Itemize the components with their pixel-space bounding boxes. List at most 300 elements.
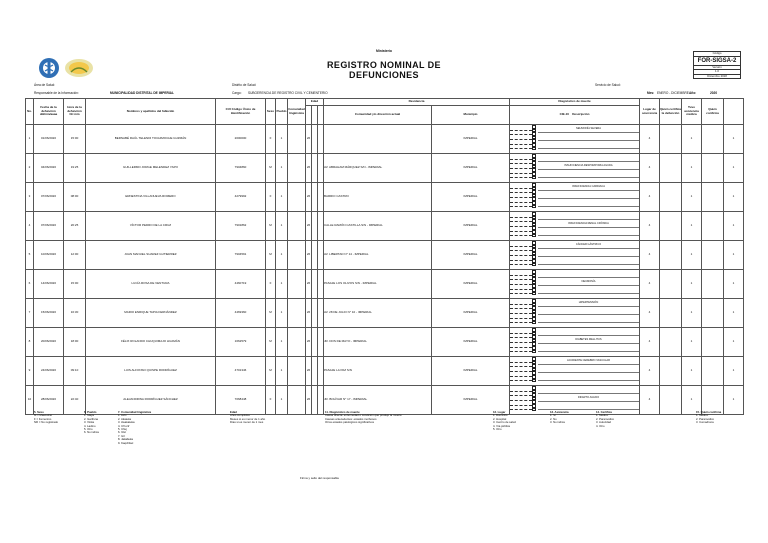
row-pueblo: 1 (276, 328, 288, 357)
row-time: 16:30 (64, 299, 86, 328)
cause-line (538, 315, 639, 323)
row-certified (660, 299, 682, 328)
legend-group (696, 411, 721, 425)
row-diagnosis (510, 212, 640, 241)
row-name: JUAN MANUEL SUAREZ GUTIERREZ (86, 241, 216, 270)
row-time: 19:25 (64, 154, 86, 183)
row-cause: CÁNCER GÁSTRICO (538, 241, 639, 249)
row-name: ALEJANDRINA RODRÍGUEZ SÁNCHEZ (86, 386, 216, 415)
legend-group (230, 411, 265, 425)
row-certified (660, 328, 682, 357)
cause-line (538, 133, 639, 141)
row-municipality: IMPERIAL (432, 125, 510, 154)
row-name: ERNESTINA VILLANUEVA ROMERO (86, 183, 216, 212)
col-confirms: Quién confirma (702, 99, 724, 125)
row-diagnosis (510, 328, 640, 357)
row-municipality: IMPERIAL (432, 212, 510, 241)
legend-group (493, 411, 516, 431)
row-sex: M (266, 154, 276, 183)
row-municipality: IMPERIAL (432, 328, 510, 357)
row-pueblo: 1 (276, 386, 288, 415)
row-community (288, 212, 306, 241)
legend-item: 1. Maya (84, 413, 94, 418)
row-pueblo: 1 (276, 357, 288, 386)
row-cui: 4460719 (216, 270, 266, 299)
row-no: 5 (26, 241, 34, 270)
row-certified (660, 241, 682, 270)
row-cause: INSUFICIENCIA CARDIACA (538, 183, 639, 191)
legend-item: 5. Otro (84, 427, 93, 432)
row-sex: M (266, 241, 276, 270)
row-no: 2 (26, 154, 34, 183)
legend-item: 1. Médico (596, 413, 609, 418)
row-sex: F (266, 386, 276, 415)
cause-checkbox[interactable] (532, 408, 536, 412)
col-no: No. (26, 99, 34, 125)
row-community (288, 183, 306, 212)
row-pueblo: 1 (276, 183, 288, 212)
legend-item: 3. No indica (550, 420, 565, 425)
legend-title: Edad (230, 410, 237, 414)
row-community (288, 328, 306, 357)
cause-checkbox[interactable] (532, 234, 536, 238)
cause-line (538, 386, 639, 394)
cargo-label: Cargo: (232, 91, 242, 95)
legend-title: 13. Asistencia (550, 410, 569, 414)
cause-line (538, 381, 639, 386)
row-place: 4 (640, 241, 660, 270)
cause-line (538, 212, 639, 220)
row-cause: HIPERTENSIÓN (538, 299, 639, 307)
cause-line (538, 323, 639, 328)
cause-line (538, 294, 639, 299)
row-confirms (702, 299, 724, 328)
cause-line (538, 236, 639, 241)
row-date: 01/06/2020 (34, 125, 64, 154)
row-time: 20:25 (64, 212, 86, 241)
row-date: 28/06/2020 (34, 386, 64, 415)
row-age: 26 (306, 241, 312, 270)
cause-line (538, 141, 639, 149)
cause-line (538, 365, 639, 373)
row-address: JR. BOLÍVAR N° 17 - IMPERIAL (324, 386, 432, 415)
row-age: 26 (306, 357, 312, 386)
row-pueblo: 1 (276, 241, 288, 270)
signature-label: Firma y sello del responsable (300, 476, 340, 480)
row-confirms (702, 212, 724, 241)
legend-group (550, 411, 569, 425)
cause-line (538, 257, 639, 265)
cause-line (538, 328, 639, 336)
row-time: 12:00 (64, 241, 86, 270)
row-certified (660, 125, 682, 154)
row-time: 09:10 (64, 357, 86, 386)
district-label: Distrito de Salud: (232, 83, 257, 87)
legend-item: Días si es menor de 1 mes (230, 420, 264, 425)
cause-line (538, 228, 639, 236)
cause-checkbox[interactable] (532, 350, 536, 354)
row-cui: 4701346 (216, 357, 266, 386)
row-extra: 1 (724, 212, 744, 241)
row-certified (660, 270, 682, 299)
row-no: 1 (26, 125, 34, 154)
row-name: BERNABÉ RAÚL TELENDI TOCHIMOCHE GUZMÁN (86, 125, 216, 154)
row-name: LUIS ALFONSO QUISPE RODRÍGUEZ (86, 357, 216, 386)
row-place: 4 (640, 212, 660, 241)
legend-group (34, 411, 58, 425)
row-no: 6 (26, 270, 34, 299)
row-attended: 1 (682, 183, 702, 212)
row-confirms (702, 241, 724, 270)
row-cui: 1662579 (216, 328, 266, 357)
legend-item: Años cumplidos (230, 413, 250, 418)
area-label: Área de Salud: (34, 83, 56, 87)
row-municipality: IMPERIAL (432, 183, 510, 212)
legend-item: 2. Paramédico (696, 416, 715, 421)
cause-line (538, 307, 639, 315)
cause-line (538, 265, 639, 270)
col-sex: Sexo (266, 99, 276, 125)
row-no: 10 (26, 386, 34, 415)
year-value: 2020 (710, 91, 718, 95)
row-date: 20/06/2020 (34, 328, 64, 357)
row-certified (660, 154, 682, 183)
legend-item: 7. Ixil (118, 433, 125, 438)
row-attended: 1 (682, 212, 702, 241)
month-label: Mes: (647, 91, 655, 95)
legend-item: F = Femenino (34, 416, 52, 421)
ministry-label: Ministerio (375, 49, 392, 53)
table-row (26, 328, 744, 357)
row-no: 9 (26, 357, 34, 386)
row-confirms (702, 125, 724, 154)
legend-item: 3. Awakateka (118, 420, 135, 425)
col-time: Hora de la defunción hh:mm (64, 99, 86, 125)
row-certified (660, 212, 682, 241)
row-date: 24/06/2020 (34, 357, 64, 386)
row-cui: 2000000 (216, 125, 266, 154)
legend-item: 3. Autoridad (596, 420, 611, 425)
legend-item: 4. Vía pública (493, 423, 510, 428)
cause-line (538, 207, 639, 212)
legend-item: 3. Comadrona (696, 420, 714, 425)
row-address: BARRIO CASTRO (324, 183, 432, 212)
legend-title: 12. Lugar (493, 410, 506, 414)
row-extra: 1 (724, 386, 744, 415)
row-date: 07/06/2020 (34, 212, 64, 241)
row-place: 4 (640, 154, 660, 183)
row-cui: 7901862 (216, 212, 266, 241)
cause-line (538, 154, 639, 162)
cause-checkbox[interactable] (532, 176, 536, 180)
row-place: 4 (640, 270, 660, 299)
row-extra: 1 (724, 270, 744, 299)
row-extra: 1 (724, 154, 744, 183)
row-place: 4 (640, 299, 660, 328)
row-cause: INFARTO AGUDO (538, 394, 639, 402)
legend-item: Causas antecedentes: estados morbosos (325, 416, 377, 421)
col-cui: CUI Código Único de Identificación (216, 99, 266, 125)
ministry-logo (37, 54, 97, 86)
row-diagnosis (510, 299, 640, 328)
legend-title: 11. Diagnóstico de muerte (325, 410, 360, 414)
table-row (26, 357, 744, 386)
row-cause: ACCIDENTE CEREBRO VASCULAR (538, 357, 639, 365)
row-name: GUILLERMO JORGE MELENDEZ YAPO (86, 154, 216, 183)
row-community (288, 386, 306, 415)
row-confirms (702, 154, 724, 183)
table-row (26, 299, 744, 328)
row-attended: 1 (682, 357, 702, 386)
cause-line (538, 149, 639, 154)
row-place: 4 (640, 183, 660, 212)
col-name: Nombres y apellidos del fallecido (86, 99, 216, 125)
col-community: Comunidad lingüística (288, 99, 306, 125)
row-certified (660, 386, 682, 415)
row-time: 08:00 (64, 183, 86, 212)
row-extra: 1 (724, 183, 744, 212)
row-date: 04/06/2020 (34, 154, 64, 183)
row-age: 26 (306, 328, 312, 357)
row-community (288, 270, 306, 299)
col-date: Fecha de la defunción dd/mm/aaaa (34, 99, 64, 125)
year-label: Año: (689, 91, 697, 95)
row-cause: DIABETES MELLITUS (538, 336, 639, 344)
row-date: 07/06/2020 (34, 183, 64, 212)
version-value: 1.0 (694, 70, 740, 75)
col-pueblo: Pueblo (276, 99, 288, 125)
legend-item: 2. Akateka (118, 416, 132, 421)
cause-line (538, 178, 639, 183)
row-diagnosis (510, 125, 640, 154)
row-place: 4 (640, 386, 660, 415)
legend-item: M = Masculino (34, 413, 53, 418)
col-age: Edad (306, 99, 324, 106)
row-municipality: IMPERIAL (432, 154, 510, 183)
cause-line (538, 373, 639, 381)
legend-item: 2. Garífuna (84, 416, 98, 421)
cause-checkbox[interactable] (532, 147, 536, 151)
row-confirms (702, 183, 724, 212)
col-description (510, 106, 640, 125)
row-name: MARIO ENRIQUE TAPIA FERNÁNDEZ (86, 299, 216, 328)
legend-group (118, 411, 151, 445)
row-age: 26 (306, 299, 312, 328)
row-sex: M (266, 299, 276, 328)
row-address: AV. 28 DE JULIO N° 10 - IMPERIAL (324, 299, 432, 328)
table-row (26, 125, 744, 154)
row-address: PASAJE LA PAZ S/N (324, 357, 432, 386)
row-pueblo: 1 (276, 270, 288, 299)
page-title: REGISTRO NOMINAL DE DEFUNCIONES (327, 60, 441, 80)
legend-item: 5. Chuj (118, 427, 127, 432)
row-name: LUCÍA ROSA DE VENTURA (86, 270, 216, 299)
row-no: 7 (26, 299, 34, 328)
row-age: 26 (306, 125, 312, 154)
cause-checkbox[interactable] (532, 292, 536, 296)
row-cui: 7904591 (216, 241, 266, 270)
row-address: PASAJE LOS OLIVOS S/N - IMPERIAL (324, 270, 432, 299)
legend-item: Causa directa: enfermedad o condición que produjo la muerte (325, 413, 402, 418)
row-name: VÍCTOR PEDRO DE LA CRUZ (86, 212, 216, 241)
month-value: ENERO - DICIEMBRE (657, 91, 689, 95)
table-row (26, 154, 744, 183)
row-address: CALLE RAMÓN CASTILLA S/N - IMPERIAL (324, 212, 432, 241)
legend-item: 9. Kaqchikel (118, 440, 134, 445)
col-municipality: Municipio (432, 106, 510, 125)
col-cie: CIE-10 (559, 112, 569, 117)
row-attended: 1 (682, 270, 702, 299)
table-row (26, 183, 744, 212)
row-sex: M (266, 328, 276, 357)
row-community (288, 357, 306, 386)
legend-item: 3. Xinka (84, 420, 95, 425)
cause-line (538, 270, 639, 278)
table-row (26, 212, 744, 241)
legend-item: 4. Ladino (84, 423, 96, 428)
row-certified (660, 357, 682, 386)
row-sex: M (266, 357, 276, 386)
service-label: Servicio de Salud: (595, 83, 621, 87)
row-diagnosis (510, 270, 640, 299)
row-cause: NEUMONÍA SEVERA (538, 125, 639, 133)
form-code-box (693, 51, 741, 79)
cause-line (538, 191, 639, 199)
col-residence-sub: Comunidad y/o dirección actual (324, 106, 432, 125)
row-cui: 4279992 (216, 183, 266, 212)
cause-line (538, 170, 639, 178)
legend-group (325, 411, 402, 425)
row-cui: 7904860 (216, 154, 266, 183)
row-municipality: IMPERIAL (432, 270, 510, 299)
row-time: 22:40 (64, 386, 86, 415)
table-row (26, 270, 744, 299)
legend-item: 8. Jakalteka (118, 437, 133, 442)
cause-line (538, 402, 639, 410)
legend-item: 4. Otro (596, 423, 605, 428)
row-sex: F (266, 183, 276, 212)
row-time: 15:00 (64, 270, 86, 299)
legend-item: 1. Médico (696, 413, 709, 418)
row-certified (660, 183, 682, 212)
row-diagnosis (510, 357, 640, 386)
row-community (288, 154, 306, 183)
row-extra: 1 (724, 328, 744, 357)
legend-item: 2. No (550, 416, 557, 421)
responsible-label: Responsable de la Información: (34, 91, 79, 95)
row-no: 3 (26, 183, 34, 212)
cause-line (538, 249, 639, 257)
row-place: 4 (640, 125, 660, 154)
col-attended: Tuvo asistencia médica (682, 99, 702, 125)
legend-title: 6. Pueblo (84, 410, 97, 414)
row-place: 4 (640, 357, 660, 386)
row-sex: F (266, 270, 276, 299)
responsible-value: MUNICIPALIDAD DISTRITAL DE IMPERIAL (110, 91, 174, 95)
row-address: AV. ABRAHAM MÁRQUEZ S/N - IMPERIAL (324, 154, 432, 183)
approval-date: Diciembre 2018 (707, 73, 727, 78)
row-diagnosis (510, 183, 640, 212)
cargo-value: SUBGERENCIA DE REGISTRO CIVIL Y CEMENTERIO (248, 91, 328, 95)
legend-item: Meses si es menor de 1 año (230, 416, 266, 421)
col-certified: Quién certifica la defunción (660, 99, 682, 125)
cause-line (538, 352, 639, 357)
col-residence: Residencia (324, 99, 510, 106)
table-row (26, 241, 744, 270)
row-name: FÉLIX ROLANDO CHUQUIMAJO HUAMÁN (86, 328, 216, 357)
row-diagnosis (510, 241, 640, 270)
row-age: 26 (306, 154, 312, 183)
cause-line (538, 199, 639, 207)
row-municipality: IMPERIAL (432, 241, 510, 270)
row-sex: M (266, 212, 276, 241)
legend-item: 2. Paramédico (596, 416, 615, 421)
row-date: 14/06/2020 (34, 270, 64, 299)
legend-item: 2. Hospital (493, 416, 507, 421)
row-cause: NEUMONÍA (538, 278, 639, 286)
row-extra: 1 (724, 357, 744, 386)
row-pueblo: 1 (276, 125, 288, 154)
col-extra (724, 99, 744, 125)
legend-group (84, 411, 99, 435)
row-address: AV. LIBERTAD N° 14 - IMPERIAL (324, 241, 432, 270)
legend-item: 5. Otro (493, 427, 502, 432)
row-no: 8 (26, 328, 34, 357)
cause-checkbox[interactable] (532, 263, 536, 267)
row-attended: 1 (682, 125, 702, 154)
row-address (324, 125, 432, 154)
row-pueblo: 1 (276, 154, 288, 183)
row-municipality: IMPERIAL (432, 299, 510, 328)
cause-checkbox[interactable] (532, 205, 536, 209)
row-community (288, 241, 306, 270)
code-label: Código (694, 52, 740, 57)
row-confirms (702, 328, 724, 357)
row-attended: 1 (682, 386, 702, 415)
row-confirms (702, 357, 724, 386)
legend-title: 7. Comunidad lingüística (118, 410, 152, 414)
row-extra: 1 (724, 241, 744, 270)
cause-checkbox[interactable] (532, 379, 536, 383)
legend-item: 1. Sí (550, 413, 556, 418)
row-attended: 1 (682, 328, 702, 357)
row-date: 10/06/2020 (34, 241, 64, 270)
row-extra: 1 (724, 125, 744, 154)
row-attended: 1 (682, 241, 702, 270)
legend-title: 14. Certifica (596, 410, 612, 414)
row-municipality: IMPERIAL (432, 386, 510, 415)
legend-title: 5. Sexo (34, 410, 44, 414)
col-diagnosis: Diagnóstico de muerte (510, 99, 640, 106)
row-attended: 1 (682, 299, 702, 328)
row-no: 4 (26, 212, 34, 241)
row-community (288, 125, 306, 154)
form-code: FOR-SIGSA-2 (694, 57, 740, 66)
row-cause: INSUFICIENCIA RENAL CRÓNICA (538, 220, 639, 228)
cause-line (538, 344, 639, 352)
row-cui: 7068448 (216, 386, 266, 415)
row-sex: F (266, 125, 276, 154)
cause-line (538, 286, 639, 294)
row-age: 26 (306, 386, 312, 415)
legend-item: NR = No registrado (34, 420, 59, 425)
legend-item: 1. Domicilio (493, 413, 508, 418)
legend-title: 15. Quién confirma (696, 410, 722, 414)
row-diagnosis (510, 154, 640, 183)
row-place: 4 (640, 328, 660, 357)
cause-checkbox[interactable] (532, 321, 536, 325)
row-confirms (702, 270, 724, 299)
